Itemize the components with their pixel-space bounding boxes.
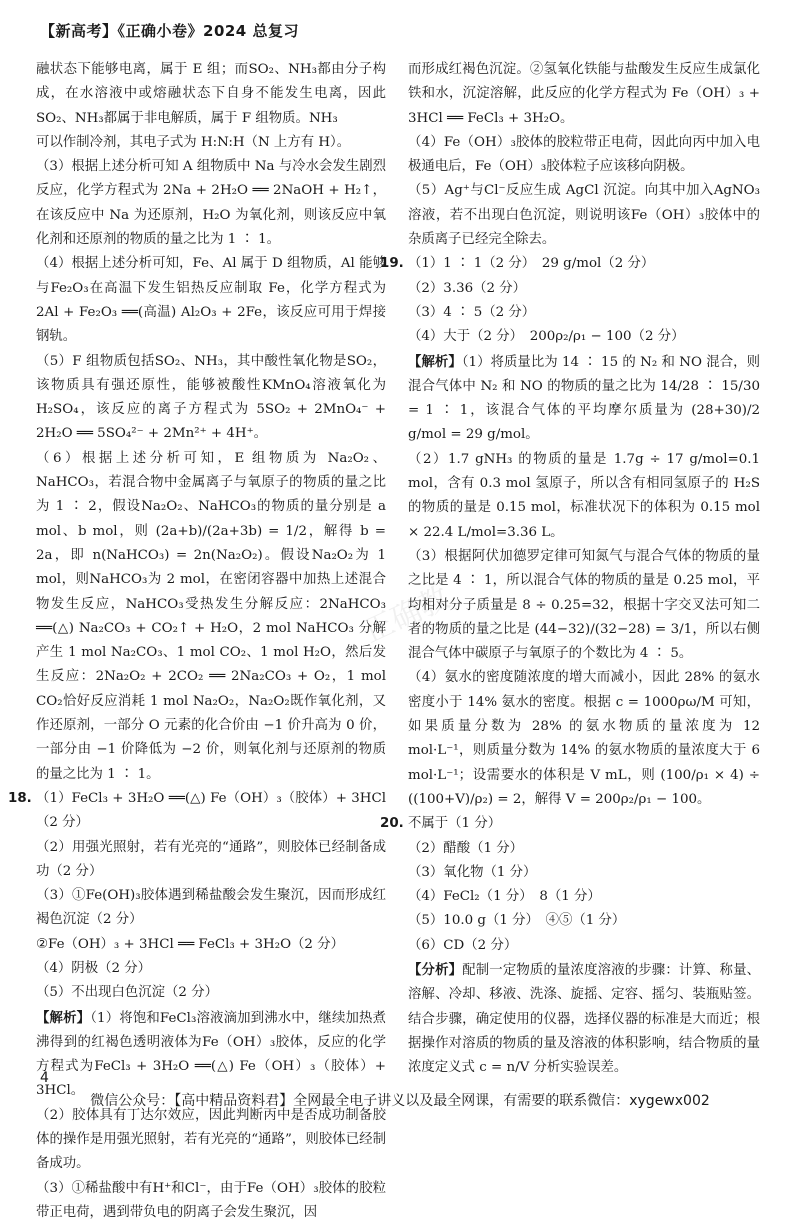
answer-line: ②Fe（OH）₃ + 3HCl ══ FeCl₃ + 3H₂O（2 分）: [36, 936, 344, 952]
analysis-tag: 【解析】: [36, 1009, 91, 1026]
answer-line: （2）3.36（2 分）: [408, 280, 527, 296]
answer-line: （2）用强光照射，若有光亮的“通路”，则胶体已经制备成功（2 分）: [36, 839, 386, 879]
paragraph: （5）Ag⁺与Cl⁻反应生成 AgCl 沉淀。向其中加入AgNO₃溶液，若不出现白色沉淀，则说明该Fe（OH）₃胶体中的杂质离子已经完全除去。: [408, 183, 760, 248]
page-number: 4: [40, 1070, 49, 1086]
watermark: 正确教: [358, 580, 455, 651]
analysis-paragraph: （2）胶体具有丁达尔效应，因此判断丙中是否成功制备胶体的操作是用强光照射，若有光亮的“通路”，则胶体已经制备成功。: [36, 1107, 386, 1172]
question-number: 18.: [8, 790, 32, 806]
question-20-answer-1: 20. 不属于（1 分）: [408, 812, 760, 836]
paragraph: （5）F 组物质包括SO₂、NH₃，其中酸性氧化物是SO₂，该物质具有强还原性，能够被酸性KMnO₄溶液氧化为H₂SO₄，该反应的离子方程式为 5SO₂ + 2MnO₄⁻ + 2H₂O ══ 5SO₄²⁻ + 2Mn²⁺ + 4H⁺。: [36, 353, 386, 442]
paragraph: 而形成红褐色沉淀。②氢氧化铁能与盐酸发生反应生成氯化铁和水，沉淀溶解，此反应的化学方程式为 Fe（OH）₃ + 3HCl ══ FeCl₃ + 3H₂O。: [408, 62, 760, 126]
analysis-paragraph: 【解析】（1）将饱和FeCl₃溶液滴加到沸水中，继续加热煮沸得到的红褐色透明液体为Fe（OH）₃胶体，反应的化学方程式为FeCl₃ + 3H₂O ══(△) Fe（OH）₃（胶体）+ 3HCl。: [36, 1009, 386, 1099]
question-number: 20.: [380, 816, 404, 832]
paragraph: （3）根据上述分析可知 A 组物质中 Na 与冷水会发生剧烈反应，化学方程式为 2Na + 2H₂O ══ 2NaOH + H₂↑，在该反应中 Na 为还原剂，H₂O 为氧化剂，则该反应中氧化剂和还原剂的物质的量之比为 1 ∶ 1。: [36, 159, 386, 248]
paragraph: 可以作制冷剂，其电子式为 H:N:H（N 上方有 H）。: [36, 134, 351, 150]
question-number: 19.: [380, 256, 404, 272]
answer-line: （4）阴极（2 分）: [36, 960, 152, 976]
analysis-tag: 【分析】: [408, 961, 463, 978]
page-footer: 微信公众号：【高中精品资料君】全网最全电子讲义以及最全网课，有需要的联系微信：xygewx002: [90, 1093, 710, 1109]
answer-line: （4）FeCl₂（1 分） 8（1 分）: [408, 889, 601, 905]
answer-line: （3）①Fe(OH)₃胶体遇到稀盐酸会发生聚沉，因而形成红褐色沉淀（2 分）: [36, 888, 386, 928]
paragraph: 融状态下能够电离，属于 E 组；而SO₂、NH₃都由分子构成，在水溶液中或熔融状态下自身不能发生电离，因此SO₂、NH₃都属于非电解质，属于 F 组物质。NH₃: [36, 62, 386, 126]
analysis-paragraph: （3）根据阿伏加德罗定律可知氮气与混合气体的物质的量之比是 4 ∶ 1，所以混合气体的物质的量是 0.25 mol，平均相对分子质量是 8 ÷ 0.25=32，根据十字交叉法可知二者的物质的量之比是 (44−32)/(32−28) = 3/1，所以右侧混合气体中碳原子与氧原子的个数比为 4 ∶ 5。: [408, 548, 760, 662]
paragraph: （6）根据上述分析可知，E 组物质为 Na₂O₂、NaHCO₃，若混合物中金属离子与氧原子的物质的量之比为 1 ∶ 2，假设Na₂O₂、NaHCO₃的物质的量分别是 a mol、b mol，则 (2a+b)/(2a+3b) = 1/2，解得 b = 2a，即 n(NaHCO₃) = 2n(Na₂O₂)。假设Na₂O₂为 1 mol，则NaHCO₃为 2 mol，在密闭容器中加热上述混合物发生反应，NaHCO₃受热发生分解反应：2NaHCO₃ ══(△) Na₂CO₃ + CO₂↑ + H₂O，2 mol NaHCO₃ 分解产生 1 mol Na₂CO₃、1 mol CO₂、1 mol H₂O，然后发生反应：2Na₂O₂ + 2CO₂ ══ 2Na₂CO₃ + O₂，1 mol CO₂恰好反应消耗 1 mol Na₂O₂，Na₂O₂既作氧化剂，又作还原剂，一部分 O 元素的化合价由 −1 价升高为 0 价，一部分由 −1 价降低为 −2 价，则氧化剂与还原剂的物质的量之比为 1 ∶ 1。: [36, 450, 386, 782]
analysis-paragraph: （2）1.7 gNH₃ 的物质的量是 1.7g ÷ 17 g/mol=0.1 mol，含有 0.3 mol 氢原子，所以含有相同氢原子的 H₂S 的物质的量是 0.15 mol，标准状况下的体积为 0.15 mol × 22.4 L/mol=3.36 L。: [408, 451, 760, 540]
analysis-tag: 【解析】: [408, 353, 462, 370]
analysis-paragraph: 【解析】（1）将质量比为 14 ∶ 15 的 N₂ 和 NO 混合，则混合气体中 N₂ 和 NO 的物质的量之比为 14/28 ∶ 15/30 = 1 ∶ 1，该混合气体的平均摩尔质量为 (28+30)/2 g/mol = 29 g/mol。: [408, 353, 760, 443]
analysis-paragraph: （3）①稀盐酸中有H⁺和Cl⁻，由于Fe（OH）₃胶体的胶粒带正电荷，遇到带负电的阴离子会发生聚沉，因: [36, 1180, 386, 1220]
paragraph: （4）Fe（OH）₃胶体的胶粒带正电荷，因此向丙中加入电极通电后，Fe（OH）₃胶体粒子应该移向阴极。: [408, 134, 760, 175]
answer-line: （3）4 ∶ 5（2 分）: [408, 304, 536, 320]
answer-line: （2）醋酸（1 分）: [408, 840, 524, 856]
analysis-paragraph: （4）氨水的密度随浓度的增大而减小，因此 28% 的氨水密度小于 14% 氨水的密度。根据 c = 1000ρω/M 可知，如果质量分数为 28% 的氨水物质的量浓度为 12 mol·L⁻¹，则质量分数为 14% 的氨水物质的量浓度大于 6 mol·L⁻¹；设需要水的体积是 V mL，则 (100/ρ₁ × 4) ÷ ((100+V)/ρ₂) = 2，解得 V = 200ρ₂/ρ₁ − 100。: [408, 670, 760, 807]
answer-line: （5）10.0 g（1 分） ④⑤（1 分）: [408, 913, 626, 929]
question-19-answer-1: 19. （1）1 ∶ 1（2 分） 29 g/mol（2 分）: [408, 252, 760, 276]
paragraph: （4）根据上述分析可知，Fe、Al 属于 D 组物质，Al 能够与Fe₂O₃在高温下发生铝热反应制取 Fe，化学方程式为 2Al + Fe₂O₃ ══(高温) Al₂O₃ + 2Fe，该反应可用于焊接钢轨。: [36, 256, 386, 345]
analysis-paragraph: 【分析】配制一定物质的量浓度溶液的步骤：计算、称量、溶解、冷却、移液、洗涤、旋摇、定容、摇匀、装瓶贴签。结合步骤，确定使用的仪器，选择仪器的标准是大而近；根据操作对溶质的物质的量及溶液的体积影响，结合物质的量浓度定义式 c = n/V 分析实验误差。: [408, 961, 761, 1076]
answer-line: （5）不出现白色沉淀（2 分）: [36, 985, 218, 1001]
answer-line: （4）大于（2 分） 200ρ₂/ρ₁ − 100（2 分）: [408, 329, 685, 345]
answer-line: （3）氧化物（1 分）: [408, 864, 537, 880]
page-header: 【新高考】《正确小卷》2024 总复习: [40, 22, 299, 40]
answer-line: （6）CD（2 分）: [408, 937, 518, 953]
question-18-answer-1: 18. （1）FeCl₃ + 3H₂O ══(△) Fe（OH）₃（胶体）+ 3HCl（2 分）: [36, 787, 386, 836]
left-column: [8, 58, 386, 1225]
